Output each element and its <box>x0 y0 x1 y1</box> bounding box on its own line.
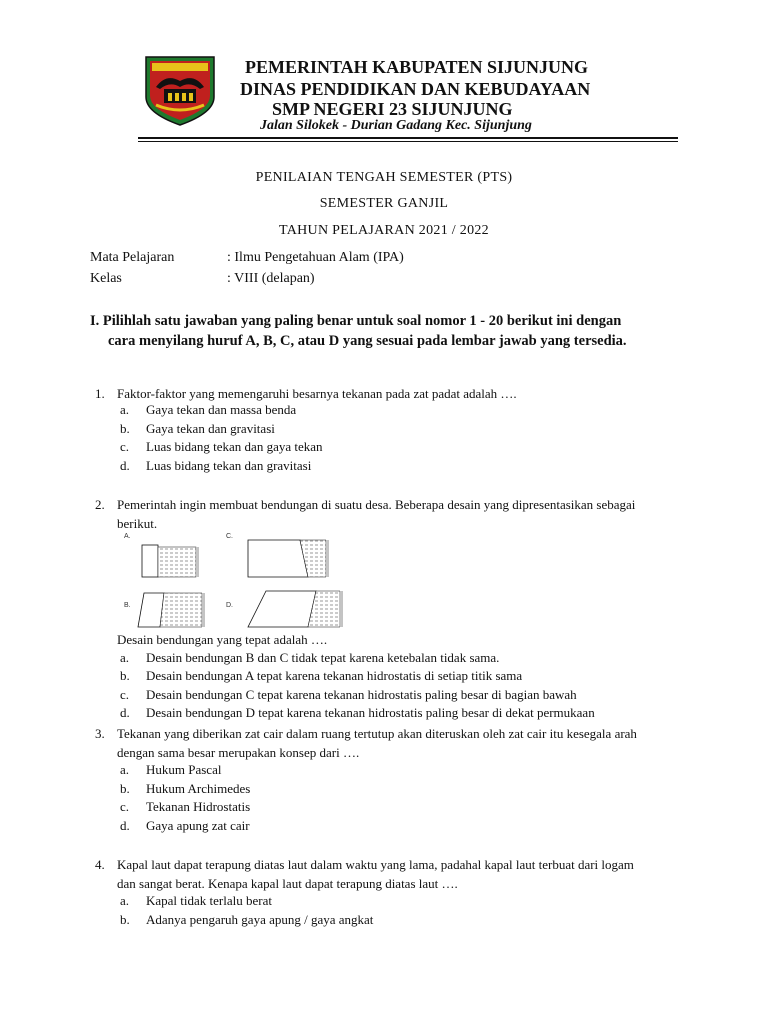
question-text-line2: dan sangat berat. Kenapa kapal laut dapat terapung diatas laut …. <box>117 876 458 891</box>
option-text: Desain bendungan A tepat karena tekanan hidrostatis di setiap titik sama <box>146 668 523 683</box>
dam-diagrams <box>130 535 360 635</box>
question-text: Faktor-faktor yang memengaruhi besarnya tekanan pada zat padat adalah …. <box>117 386 517 401</box>
question-text-line1: Tekanan yang diberikan zat cair dalam ruang tertutup akan diteruskan oleh zat cair itu kesegala arah <box>117 726 637 741</box>
instruction-line1: I. Pilihlah satu jawaban yang paling benar untuk soal nomor 1 - 20 berikut ini dengan <box>90 313 622 329</box>
meta-class-value: : VIII (delapan) <box>227 271 315 286</box>
question-number: 1. <box>95 386 105 401</box>
option-text: Desain bendungan B dan C tidak tepat karena ketebalan tidak sama. <box>146 650 500 665</box>
year-title: TAHUN PELAJARAN 2021 / 2022 <box>279 223 489 238</box>
option-b[interactable] <box>120 781 250 797</box>
option-text: Adanya pengaruh gaya apung / gaya angkat <box>146 912 374 927</box>
option-b[interactable] <box>120 668 522 684</box>
option-text: Kapal tidak terlalu berat <box>146 893 272 908</box>
option-text: Tekanan Hidrostatis <box>146 799 251 814</box>
option-a[interactable] <box>120 650 499 666</box>
exam-title: PENILAIAN TENGAH SEMESTER (PTS) <box>255 170 513 185</box>
option-a[interactable] <box>120 762 221 778</box>
semester-title: SEMESTER GANJIL <box>319 196 449 211</box>
option-text: Luas bidang tekan dan gravitasi <box>146 458 312 473</box>
option-letter: b. <box>120 668 130 683</box>
dam-a <box>142 545 198 577</box>
question-text-line1: Pemerintah ingin membuat bendungan di suatu desa. Beberapa desain yang dipresentasikan sebagai <box>117 497 636 512</box>
option-letter: b. <box>120 421 130 436</box>
option-d[interactable] <box>120 458 311 474</box>
header-address: Jalan Silokek - Durian Gadang Kec. Sijunjung <box>260 118 532 133</box>
question-stem: Desain bendungan yang tepat adalah …. <box>117 632 328 647</box>
dam-c <box>248 540 328 577</box>
option-letter: a. <box>120 762 130 777</box>
question-text-line2: dengan sama besar merupakan konsep dari …. <box>117 745 360 760</box>
option-text: Gaya apung zat cair <box>146 818 250 833</box>
option-letter: d. <box>120 818 130 833</box>
instruction-line2: cara menyilang huruf A, B, C, atau D yang sesuai pada lembar jawab yang tersedia. <box>108 333 627 349</box>
option-d[interactable] <box>120 818 250 834</box>
figure-label-a: A. <box>124 533 131 540</box>
option-text: Desain bendungan D tepat karena tekanan hidrostatis paling besar di dekat permukaan <box>146 705 595 720</box>
option-letter: d. <box>120 458 130 473</box>
option-letter: b. <box>120 912 130 927</box>
option-letter: b. <box>120 781 130 796</box>
option-a[interactable] <box>120 402 296 418</box>
question-number: 4. <box>95 857 105 872</box>
option-letter: a. <box>120 893 130 908</box>
dam-d <box>248 591 342 627</box>
option-text: Gaya tekan dan gravitasi <box>146 421 275 436</box>
question-number: 2. <box>95 497 105 512</box>
meta-subject-value: : Ilmu Pengetahuan Alam (IPA) <box>227 250 404 265</box>
option-letter: a. <box>120 650 130 665</box>
question-number: 3. <box>95 726 105 741</box>
option-c[interactable] <box>120 799 250 815</box>
option-text: Hukum Archimedes <box>146 781 251 796</box>
option-text: Hukum Pascal <box>146 762 222 777</box>
header-rule-thick <box>138 137 678 139</box>
figure-label-d: D. <box>226 602 233 609</box>
dam-b <box>138 593 204 627</box>
option-letter: d. <box>120 705 130 720</box>
option-text: Desain bendungan C tepat karena tekanan hidrostatis paling besar di bagian bawah <box>146 687 577 702</box>
option-letter: c. <box>120 439 130 454</box>
header-line1: PEMERINTAH KABUPATEN SIJUNJUNG <box>245 57 589 77</box>
header-line3: SMP NEGERI 23 SIJUNJUNG <box>272 99 513 119</box>
option-b[interactable] <box>120 421 275 437</box>
option-text: Luas bidang tekan dan gaya tekan <box>146 439 323 454</box>
question-text-line1: Kapal laut dapat terapung diatas laut dalam waktu yang lama, padahal kapal laut terbuat dari logam <box>117 857 634 872</box>
meta-class-label: Kelas <box>90 271 122 286</box>
option-b[interactable] <box>120 912 373 928</box>
option-letter: c. <box>120 799 130 814</box>
regency-logo <box>142 53 218 127</box>
option-a[interactable] <box>120 893 272 909</box>
figure-label-c: C. <box>226 533 233 540</box>
option-c[interactable] <box>120 687 577 703</box>
question-text-line2: berikut. <box>117 516 158 531</box>
header-line2: DINAS PENDIDIKAN DAN KEBUDAYAAN <box>240 79 591 99</box>
option-letter: c. <box>120 687 130 702</box>
meta-subject-label: Mata Pelajaran <box>90 250 175 265</box>
option-letter: a. <box>120 402 130 417</box>
option-text: Gaya tekan dan massa benda <box>146 402 297 417</box>
option-d[interactable] <box>120 705 595 721</box>
figure-label-b: B. <box>124 602 131 609</box>
header-rule-thin <box>138 141 678 142</box>
option-c[interactable] <box>120 439 323 455</box>
